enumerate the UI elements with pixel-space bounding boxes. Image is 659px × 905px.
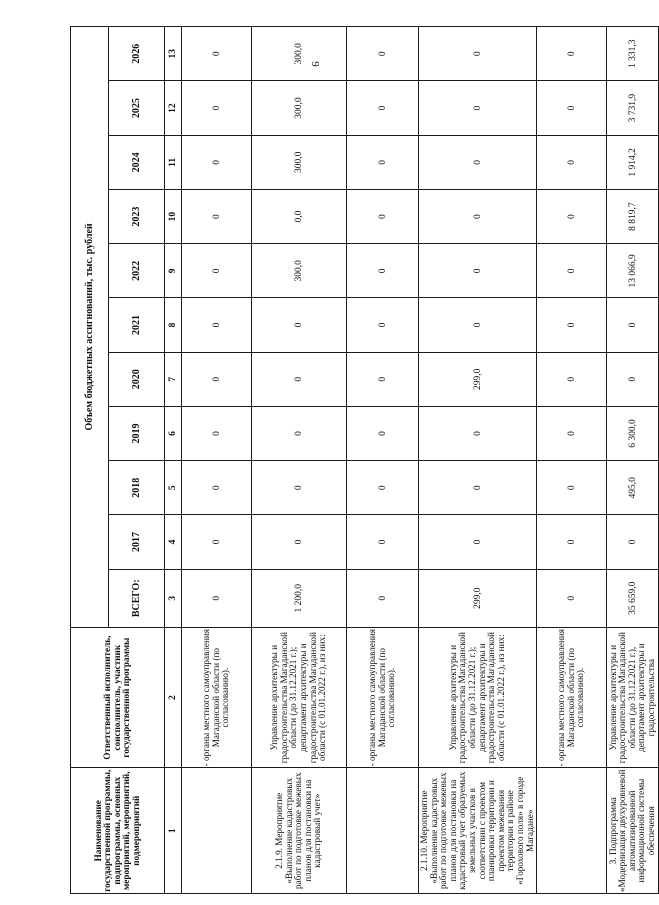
- row-responsible-cell: Управление архитектуры и градостроительства Магаданской области (до 31.12.2021 г.), департамент архитектуры и градостроительства: [607, 627, 659, 768]
- rotated-table-sheet: [70, 26, 657, 894]
- row-year-value-cell: 0: [607, 515, 659, 569]
- row-total-cell: 0: [347, 569, 419, 627]
- row-year-value-cell: 0: [182, 81, 252, 135]
- row-total-cell: 35 659,0: [607, 569, 659, 627]
- row-year-value-cell: 0: [347, 27, 419, 81]
- row-responsible-cell: - органы местного самоуправления Магаданской области (по согласованию).: [537, 627, 607, 768]
- row-year-value-cell: 0: [419, 461, 537, 515]
- row-year-value-cell: 0: [607, 298, 659, 352]
- header-year: 2018: [109, 461, 165, 515]
- row-year-value-cell: 0: [347, 515, 419, 569]
- row-responsible-cell: Управление архитектуры и градостроительства Магаданской области (до 31.12.2021 г.); департамент архитектуры и градостроительства Магаданской области (с 01.01.2022 г.), из них:: [419, 627, 537, 768]
- page-number: 9: [308, 61, 321, 67]
- column-index: 9: [165, 244, 182, 298]
- row-year-value-cell: 0: [607, 352, 659, 406]
- row-year-value-cell: 0: [182, 406, 252, 460]
- table-row: [252, 27, 347, 894]
- row-year-value-cell: 0: [537, 189, 607, 243]
- row-year-value-cell: 0: [347, 406, 419, 460]
- row-name-cell: [537, 768, 607, 894]
- row-year-value-cell: 0: [182, 352, 252, 406]
- column-index: 6: [165, 406, 182, 460]
- row-year-value-cell: 0: [347, 135, 419, 189]
- row-year-value-cell: 0: [252, 515, 347, 569]
- row-year-value-cell: 0: [182, 189, 252, 243]
- row-year-value-cell: 13 066,9: [607, 244, 659, 298]
- header-year: 2024: [109, 135, 165, 189]
- row-year-value-cell: 0: [347, 244, 419, 298]
- header-year: 2026: [109, 27, 165, 81]
- column-index: 5: [165, 461, 182, 515]
- header-total: ВСЕГО:: [109, 569, 165, 627]
- header-responsible: Ответственный исполнитель, соисполнитель, участник государственной программы: [71, 627, 165, 768]
- column-index: 8: [165, 298, 182, 352]
- table-row: [607, 27, 659, 894]
- row-year-value-cell: 0,0: [252, 189, 347, 243]
- row-year-value-cell: 0: [537, 298, 607, 352]
- column-index: 11: [165, 135, 182, 189]
- row-responsible-cell: Управление архитектуры и градостроительства Магаданской области (до 31.12.2021 г.); департамент архитектуры и градостроительства Магаданской области (с 01.01.2022 г.), из них:: [252, 627, 347, 768]
- row-year-value-cell: 0: [182, 298, 252, 352]
- row-year-value-cell: 0: [252, 352, 347, 406]
- row-year-value-cell: 0: [347, 352, 419, 406]
- row-responsible-cell: - органы местного самоуправления Магаданской области (по согласованию).: [182, 627, 252, 768]
- row-year-value-cell: 300,0: [252, 244, 347, 298]
- header-year: 2017: [109, 515, 165, 569]
- row-year-value-cell: 0: [347, 461, 419, 515]
- table-row: [182, 27, 252, 894]
- row-name-cell: 2.1.9. Мероприятие «Выполнение кадастровых работ по подготовке межевых планов для постановки на кадастровый учет»: [252, 768, 347, 894]
- table-body: [182, 27, 659, 894]
- row-year-value-cell: 0: [347, 298, 419, 352]
- row-year-value-cell: 0: [537, 515, 607, 569]
- header-year: 2020: [109, 352, 165, 406]
- row-total-cell: 0: [537, 569, 607, 627]
- header-year: 2019: [109, 406, 165, 460]
- row-year-value-cell: 1 331,3: [607, 27, 659, 81]
- row-name-cell: [347, 768, 419, 894]
- table-row: [347, 27, 419, 894]
- row-year-value-cell: 300,0: [252, 27, 347, 81]
- budget-table: [70, 26, 659, 894]
- row-year-value-cell: 0: [537, 406, 607, 460]
- column-index: 7: [165, 352, 182, 406]
- row-year-value-cell: 0: [252, 461, 347, 515]
- row-year-value-cell: 0: [419, 515, 537, 569]
- row-name-cell: 3. Подпрограмма «Модернизация двухуровневой автоматизированной информационной системы обеспечения: [607, 768, 659, 894]
- row-year-value-cell: 1 914,2: [607, 135, 659, 189]
- row-year-value-cell: 0: [419, 27, 537, 81]
- header-year: 2022: [109, 244, 165, 298]
- row-year-value-cell: 0: [182, 461, 252, 515]
- column-index: 4: [165, 515, 182, 569]
- row-year-value-cell: 0: [182, 135, 252, 189]
- row-year-value-cell: 0: [537, 27, 607, 81]
- row-year-value-cell: 0: [537, 461, 607, 515]
- row-year-value-cell: 0: [419, 244, 537, 298]
- row-year-value-cell: 0: [347, 189, 419, 243]
- column-index: 13: [165, 27, 182, 81]
- row-year-value-cell: 299,0: [419, 352, 537, 406]
- row-year-value-cell: 495,0: [607, 461, 659, 515]
- row-year-value-cell: 0: [419, 135, 537, 189]
- row-year-value-cell: 0: [419, 189, 537, 243]
- row-total-cell: 299,0: [419, 569, 537, 627]
- table-row: [537, 27, 607, 894]
- row-total-cell: 1 200,0: [252, 569, 347, 627]
- row-year-value-cell: 0: [419, 298, 537, 352]
- row-year-value-cell: 300,0: [252, 135, 347, 189]
- row-year-value-cell: 0: [537, 81, 607, 135]
- row-responsible-cell: - органы местного самоуправления Магаданской области (по согласованию).: [347, 627, 419, 768]
- table-row: [419, 27, 537, 894]
- header-year: 2023: [109, 189, 165, 243]
- header-name: Наименование государственной программы, подпрограммы, основных мероприятий, мероприятий, подмероприятий: [71, 768, 165, 894]
- row-year-value-cell: 0: [182, 27, 252, 81]
- header-year: 2025: [109, 81, 165, 135]
- row-year-value-cell: 0: [182, 244, 252, 298]
- column-index: 3: [165, 569, 182, 627]
- column-index: 10: [165, 189, 182, 243]
- column-index: 12: [165, 81, 182, 135]
- row-year-value-cell: 6 300,0: [607, 406, 659, 460]
- header-budget-group: Объем бюджетных ассигнований, тыс. рублей: [71, 27, 109, 628]
- row-year-value-cell: 0: [419, 81, 537, 135]
- row-year-value-cell: 3 731,9: [607, 81, 659, 135]
- row-year-value-cell: 0: [537, 244, 607, 298]
- row-year-value-cell: 0: [537, 135, 607, 189]
- column-index: 1: [165, 768, 182, 894]
- row-year-value-cell: 0: [252, 298, 347, 352]
- row-year-value-cell: 0: [347, 81, 419, 135]
- row-year-value-cell: 0: [537, 352, 607, 406]
- row-year-value-cell: 8 819,7: [607, 189, 659, 243]
- row-year-value-cell: 0: [182, 515, 252, 569]
- row-total-cell: 0: [182, 569, 252, 627]
- header-year: 2021: [109, 298, 165, 352]
- row-year-value-cell: 0: [252, 406, 347, 460]
- row-name-cell: 2.1.10. Мероприятие «Выполнение кадастровых работ по подготовке межевых планов для постановки на кадастровый учет образуемых земельных участков в соответствии с проектом планировки территории и проектом межевания территории в районе «Горохового поля» в городе Магадане»: [419, 768, 537, 894]
- row-year-value-cell: 0: [419, 406, 537, 460]
- row-name-cell: [182, 768, 252, 894]
- column-index: 2: [165, 627, 182, 768]
- row-year-value-cell: 300,0: [252, 81, 347, 135]
